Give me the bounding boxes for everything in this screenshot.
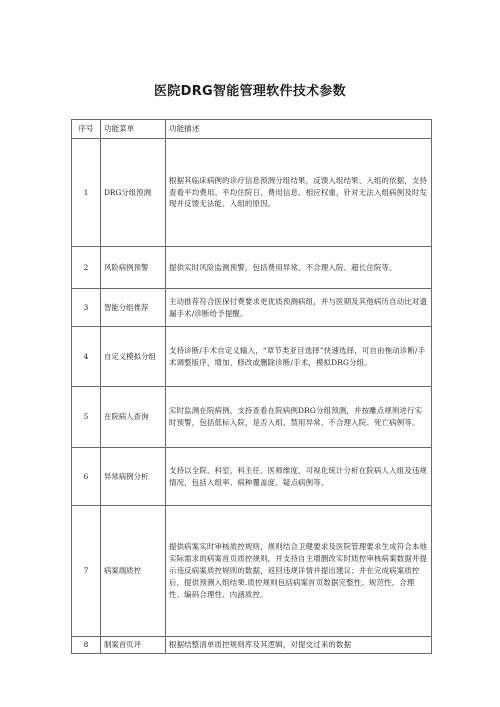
table-row: [72, 289, 432, 327]
row-no: 3: [72, 289, 101, 327]
row-menu: 风险病例预警: [101, 247, 166, 289]
row-no: 8: [72, 637, 101, 654]
row-desc: 提供实时风险监测预警，包括费用异常、不合理入院、超长住院等。: [166, 247, 432, 289]
row-no: 4: [72, 327, 101, 387]
row-menu: 异常病例分析: [101, 448, 166, 506]
row-desc: 实时监测在院病例，支持查看在院病例DRG分组预测，并按雕点规则进行实时预警，包括低标入院、是否入组、禁用异常、不合理入院、死亡病例等。: [166, 387, 432, 448]
row-no: 1: [72, 139, 101, 247]
table-header-row: [72, 120, 432, 139]
row-no: 5: [72, 387, 101, 448]
header-no: 序号: [72, 120, 101, 139]
row-desc: 支持诊断/手术自定义输入，“章节类亚目选择”快速选择，可自由拖动诊断/手术调整版序，增加、修改或删除诊断/手术，模拟DRG分组。: [166, 327, 432, 387]
row-menu: 制案首页评: [101, 637, 166, 654]
table-row: [72, 448, 432, 506]
header-menu: 功能菜单: [101, 120, 166, 139]
row-no: 6: [72, 448, 101, 506]
table-row: [72, 247, 432, 289]
row-desc: 提供病案实时审核质控规则，规则结合卫健要求及医院管理要求生成符合本地实际需求的病案首页质控规则，并支持自主增删改实时质控审核病案数据并提示违反病案质控规则的数据，返回违规详情并提出建议；并在完成病案质控后，提供预测入组结果.质控规则包括病案首页数据完整性、规范性、合理性、编码合理性、内涵质控。: [166, 506, 432, 637]
table-row: [72, 139, 432, 247]
row-menu: 智能分组推荐: [101, 289, 166, 327]
row-desc: 根据结整清单质控规则库及其逻辑，对提交过来的数据: [166, 637, 432, 654]
row-menu: 病案端质控: [101, 506, 166, 637]
row-no: 7: [72, 506, 101, 637]
row-no: 2: [72, 247, 101, 289]
spec-table: [71, 119, 432, 654]
table-row: [72, 327, 432, 387]
table-row: [72, 506, 432, 637]
row-desc: 根据其临床病例的诊疗信息预测分组结果，反馈入组结果、入组的依据，支持查看平均费用、平均住院日、费用信息、相应权重，针对无法入组病例及时发现并反馈无法能、入组的原因。: [166, 139, 432, 247]
row-menu: 在院病人查询: [101, 387, 166, 448]
table-row: [72, 387, 432, 448]
row-menu: 自定义模拟分组: [101, 327, 166, 387]
row-desc: 主动推荐符合医保付费要求更优质预测病组，并与医期及其他病历自动比对遗漏手术/诊断给予提醒。: [166, 289, 432, 327]
table-row: [72, 637, 432, 654]
header-desc: 功能描述: [166, 120, 432, 139]
row-desc: 支持以全院、科室、科主任、医师维度，可视化统计分析在院病人入组及违规情况，包括入组率、病种覆盖度、疑点病例等。: [166, 448, 432, 506]
document-title: 医院DRG智能管理软件技术参数: [154, 84, 346, 99]
row-menu: DRG分组预测: [101, 139, 166, 247]
